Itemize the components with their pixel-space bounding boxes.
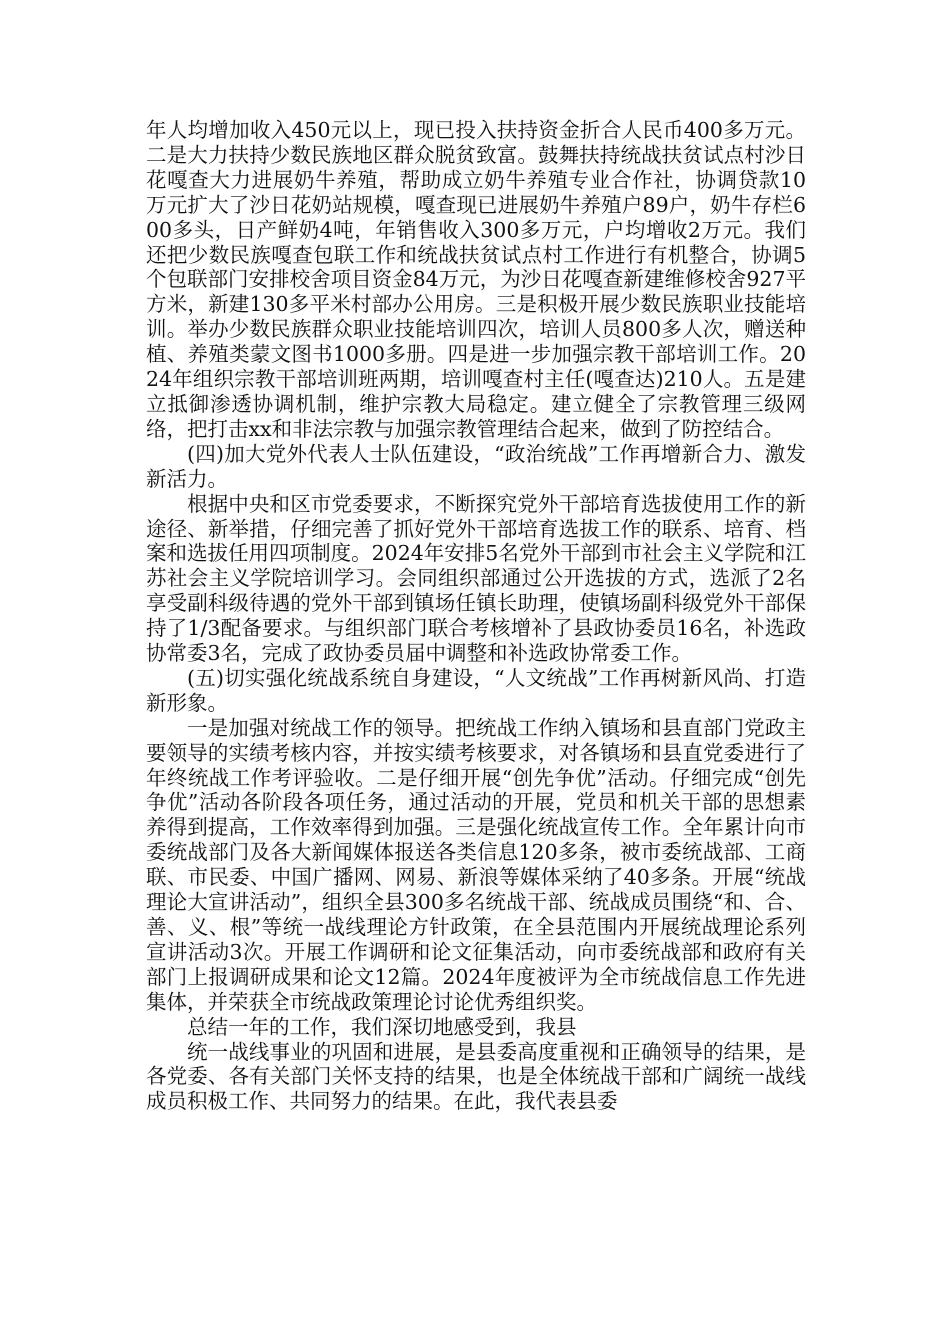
heading-section-5: (五)切实强化统战系统自身建设，“人文统战”工作再树新风尚、打造新形象。: [146, 665, 806, 715]
paragraph-minority-work: 年人均增加收入450元以上，现已投入扶持资金折合人民币400多万元。二是大力扶持少数民族地区群众脱贫致富。鼓舞扶持统战扶贫试点村沙日花嘎查大力进展奶牛养殖，帮助成立奶牛养殖专业合作社，协调贷款10万元扩大了沙日花奶站规模，嘎查现已进展奶牛养殖户89户，奶牛存栏600多头，日产鲜奶4吨，年销售收入300多万元，户均增收2万元。我们还把少数民族嘎查包联工作和统战扶贫试点村工作进行有机整合，协调5个包联部门安排校舍项目资金84万元，为沙日花嘎查新建维修校舍927平方米，新建130多平米村部办公用房。三是积极开展少数民族职业技能培训。举办少数民族群众职业技能培训四次，培训人员800多人次，赠送种植、养殖类蒙文图书1000多册。四是进一步加强宗教干部培训工作。2024年组织宗教干部培训班两期，培训嘎查村主任(嘎查达)210人。五是建立抵御渗透协调机制，维护宗教大局稳定。建立健全了宗教管理三级网络，把打击xx和非法宗教与加强宗教管理结合起来，做到了防控结合。: [146, 118, 806, 441]
paragraph-summary: 统一战线事业的巩固和进展，是县委高度重视和正确领导的结果，是各党委、各有关部门关怀支持的结果，也是全体统战干部和广阔统一战线成员积极工作、共同努力的结果。在此，我代表县委: [146, 1039, 806, 1114]
heading-section-4: (四)加大党外代表人士队伍建设，“政治统战”工作再增新合力、激发新活力。: [146, 441, 806, 491]
paragraph-section-5: 一是加强对统战工作的领导。把统战工作纳入镇场和县直部门党政主要领导的实绩考核内容，并按实绩考核要求，对各镇场和县直党委进行了年终统战工作考评验收。二是仔细开展“创先争优”活动。仔细完成“创先争优”活动各阶段各项任务，通过活动的开展，党员和机关干部的思想素养得到提高，工作效率得到加强。三是强化统战宣传工作。全年累计向市委统战部门及各大新闻媒体报送各类信息120多条，被市委统战部、工商联、市民委、中国广播网、网易、新浪等媒体采纳了40多条。开展“统战理论大宣讲活动”，组织全县300多名统战干部、统战成员围绕“和、合、善、义、根”等统一战线理论方针政策，在全县范围内开展统战理论系列宣讲活动3次。开展工作调研和论文征集活动，向市委统战部和政府有关部门上报调研成果和论文12篇。2024年度被评为全市统战信息工作先进集体，并荣获全市统战政策理论讨论优秀组织奖。: [146, 715, 806, 1014]
paragraph-summary-intro: 总结一年的工作，我们深切地感受到，我县: [187, 1014, 577, 1039]
document-body: [146, 118, 806, 1114]
paragraph-section-4: 根据中央和区市党委要求，不断探究党外干部培育选拔使用工作的新途径、新举措，仔细完善了抓好党外干部培育选拔工作的联系、培育、档案和选拔任用四项制度。2024年安排5名党外干部到市社会主义学院和江苏社会主义学院培训学习。会同组织部通过公开选拔的方式，选派了2名享受副科级待遇的党外干部到镇场任镇长助理，使镇场副科级党外干部保持了1/3配备要求。与组织部门联合考核增补了县政协委员16名，补选政协常委3名，完成了政协委员届中调整和补选政协常委工作。: [146, 491, 806, 666]
